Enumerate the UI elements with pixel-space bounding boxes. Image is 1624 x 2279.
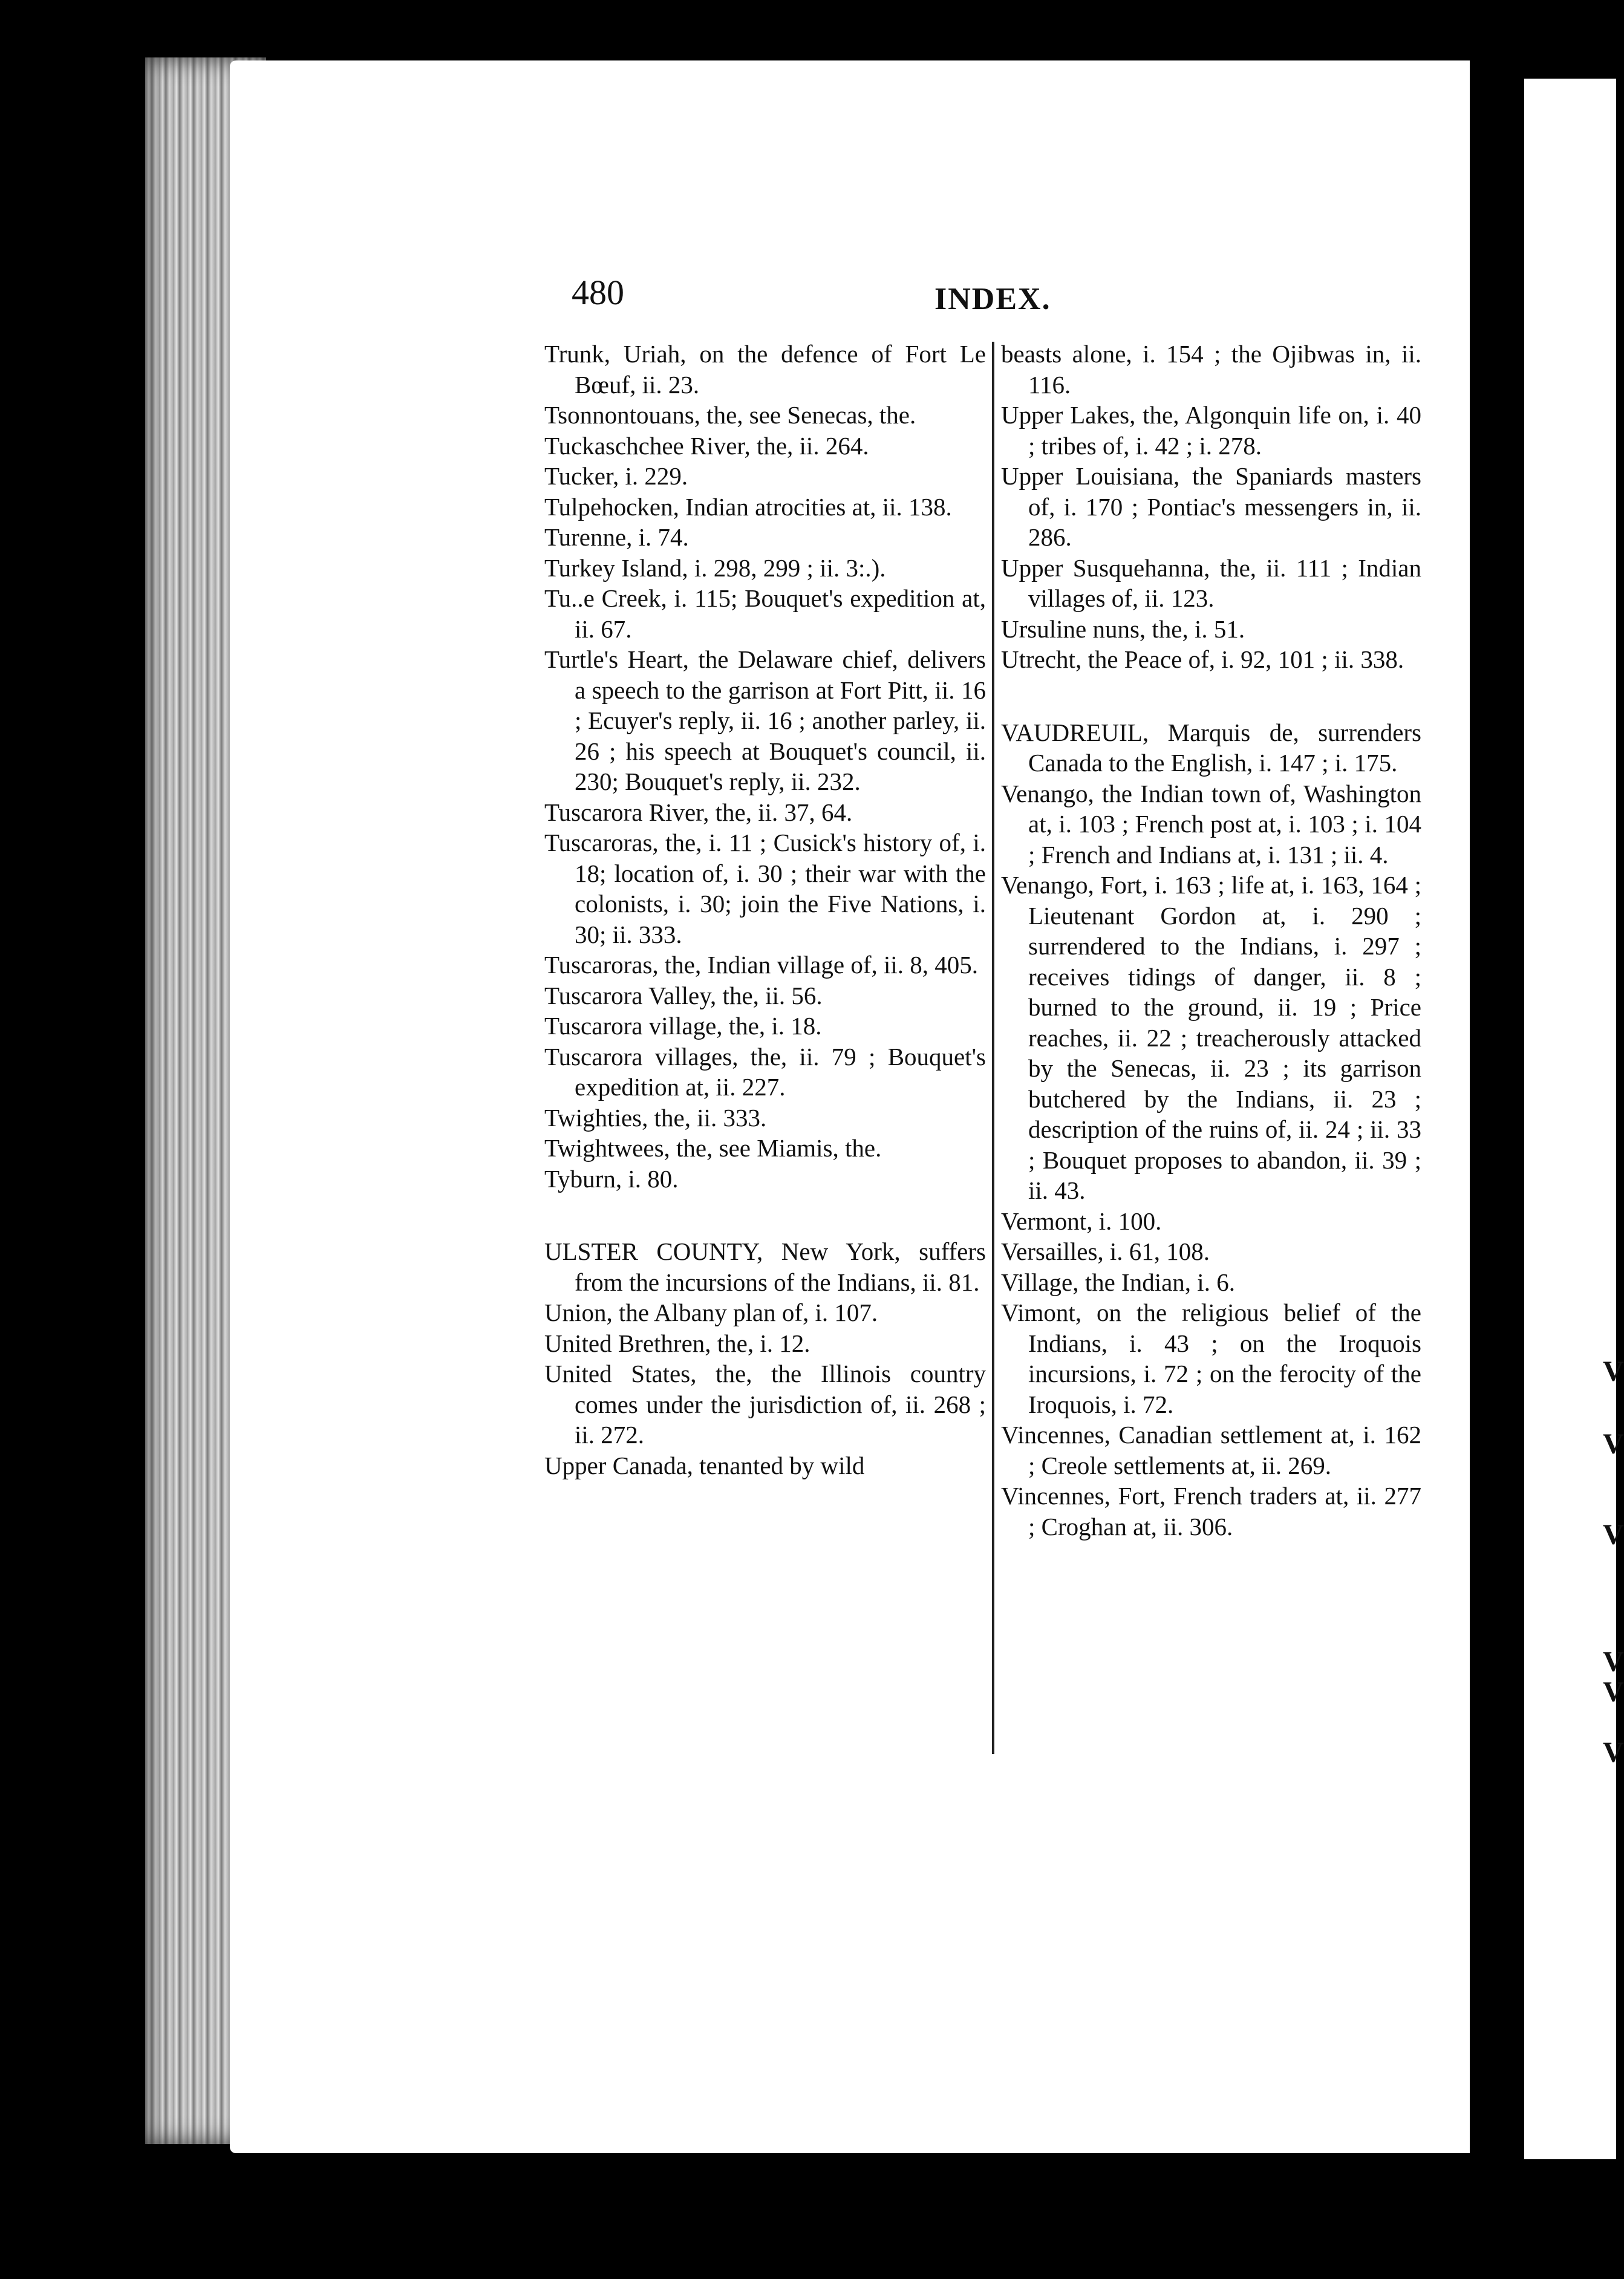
index-entry: Turenne, i. 74. [544, 523, 689, 551]
page-number: 480 [572, 273, 624, 312]
index-entry: Vermont, i. 100. [1001, 1207, 1162, 1235]
index-entry: Union, the Albany plan of, i. 107. [544, 1299, 878, 1326]
index-entry: Trunk, Uriah, on the defence of Fort Le Bœuf, ii. 23. [544, 340, 986, 399]
index-entry: Venango, the Indian town of, Washington at, i. 103 ; French post at, i. 103 ; i. 104 ; French and Indians at, i. 131 ; ii. 4. [1001, 779, 1421, 869]
index-entry: Utrecht, the Peace of, i. 92, 101 ; ii. 338. [1001, 645, 1404, 673]
index-entry: United Brethren, the, i. 12. [544, 1329, 810, 1357]
index-entry: Tuscaroras, the, Indian village of, ii. 8, 405. [544, 951, 978, 979]
index-entry: beasts alone, i. 154 ; the Ojibwas in, ii. 116. [1001, 340, 1421, 399]
index-entry: Vimont, on the religious belief of the Indians, i. 43 ; on the Iroquois incursions, i. 72 ; on the ferocity of the Iroquois, i. 72. [1001, 1299, 1421, 1418]
index-entry: Tucker, i. 229. [544, 462, 688, 490]
index-entry: Turtle's Heart, the Delaware chief, delivers a speech to the garrison at Fort Pitt, ii. 16 ; Ecuyer's reply, ii. 16 ; another parley, ii. 26 ; his speech at Bouquet's council, ii. 230; Bouquet's reply, ii. 232. [544, 645, 986, 795]
index-entry: Venango, Fort, i. 163 ; life at, i. 163, 164 ; Lieutenant Gordon at, i. 290 ; surrendered to the Indians, i. 297 ; receives tidings of danger, ii. 8 ; burned to the ground, ii. 19 ; Price reaches, ii. 22 ; treacherously attacked by the Senecas, ii. 23 ; its garrison butchered by the Indians, ii. 23 ; description of the ruins of, ii. 24 ; ii. 33 ; Bouquet proposes to abandon, ii. 39 ; ii. 43. [1001, 871, 1421, 1204]
index-entry: Tuscarora Valley, the, ii. 56. [544, 981, 823, 1009]
section-gap [986, 675, 1421, 717]
index-column-left [544, 339, 986, 1481]
index-entry: Tulpehocken, Indian atrocities at, ii. 138. [544, 492, 952, 521]
adjacent-page-letter: V [1603, 1736, 1624, 1769]
adjacent-page-letter: V [1603, 1355, 1624, 1387]
index-entry: Vincennes, Canadian settlement at, i. 162 ; Creole settlements at, ii. 269. [1001, 1421, 1421, 1479]
adjacent-page-edge [1524, 79, 1624, 2159]
index-column-right [986, 339, 1421, 1542]
index-entry: Tuscaroras, the, i. 11 ; Cusick's history of, i. 18; location of, i. 30 ; their war with the colonists, i. 30; join the Five Nations, i. 30; ii. 333. [544, 829, 986, 948]
index-entry: Tyburn, i. 80. [544, 1164, 679, 1193]
index-entry: VAUDREUIL, Marquis de, surrenders Canada to the English, i. 147 ; i. 175. [1001, 718, 1421, 777]
index-entry: Tu..e Creek, i. 115; Bouquet's expedition at, ii. 67. [544, 584, 986, 643]
index-entry: Upper Lakes, the, Algonquin life on, i. 40 ; tribes of, i. 42 ; i. 278. [1001, 401, 1421, 460]
index-entry: Turkey Island, i. 298, 299 ; ii. 3:.). [544, 553, 886, 582]
index-entry: Tsonnontouans, the, see Senecas, the. [544, 401, 916, 429]
index-entry: Twightwees, the, see Miamis, the. [544, 1134, 882, 1162]
index-entry: Ursuline nuns, the, i. 51. [1001, 615, 1245, 643]
adjacent-page-letter: V [1603, 1676, 1624, 1708]
adjacent-page-letter: V [1603, 1646, 1624, 1678]
index-entry: Upper Louisiana, the Spaniards masters of, i. 170 ; Pontiac's messengers in, ii. 286. [1001, 462, 1421, 551]
index-entry: Versailles, i. 61, 108. [1001, 1237, 1210, 1265]
section-gap [544, 1194, 986, 1236]
adjacent-page-letter: V [1603, 1519, 1624, 1551]
index-entry: ULSTER COUNTY, New York, suffers from the incursions of the Indians, ii. 81. [544, 1237, 986, 1296]
index-entry: Vincennes, Fort, French traders at, ii. 277 ; Croghan at, ii. 306. [1001, 1482, 1421, 1541]
page-title: INDEX. [934, 282, 1051, 316]
index-entry: Upper Canada, tenanted by wild [544, 1451, 865, 1479]
index-entry: Twighties, the, ii. 333. [544, 1103, 767, 1132]
index-entry: Tuscarora River, the, ii. 37, 64. [544, 798, 853, 826]
index-entry: United States, the, the Illinois country comes under the jurisdiction of, ii. 268 ; ii. 272. [544, 1360, 986, 1449]
page-header [572, 272, 1055, 321]
index-entry: Upper Susquehanna, the, ii. 111 ; Indian villages of, ii. 123. [1001, 553, 1421, 612]
adjacent-page-letter: V [1603, 1428, 1624, 1460]
index-entry: Tuscarora villages, the, ii. 79 ; Bouquet's expedition at, ii. 227. [544, 1042, 986, 1101]
index-entry: Village, the Indian, i. 6. [1001, 1268, 1235, 1296]
index-entry: Tuckaschchee River, the, ii. 264. [544, 431, 869, 460]
index-entry: Tuscarora village, the, i. 18. [544, 1012, 822, 1040]
